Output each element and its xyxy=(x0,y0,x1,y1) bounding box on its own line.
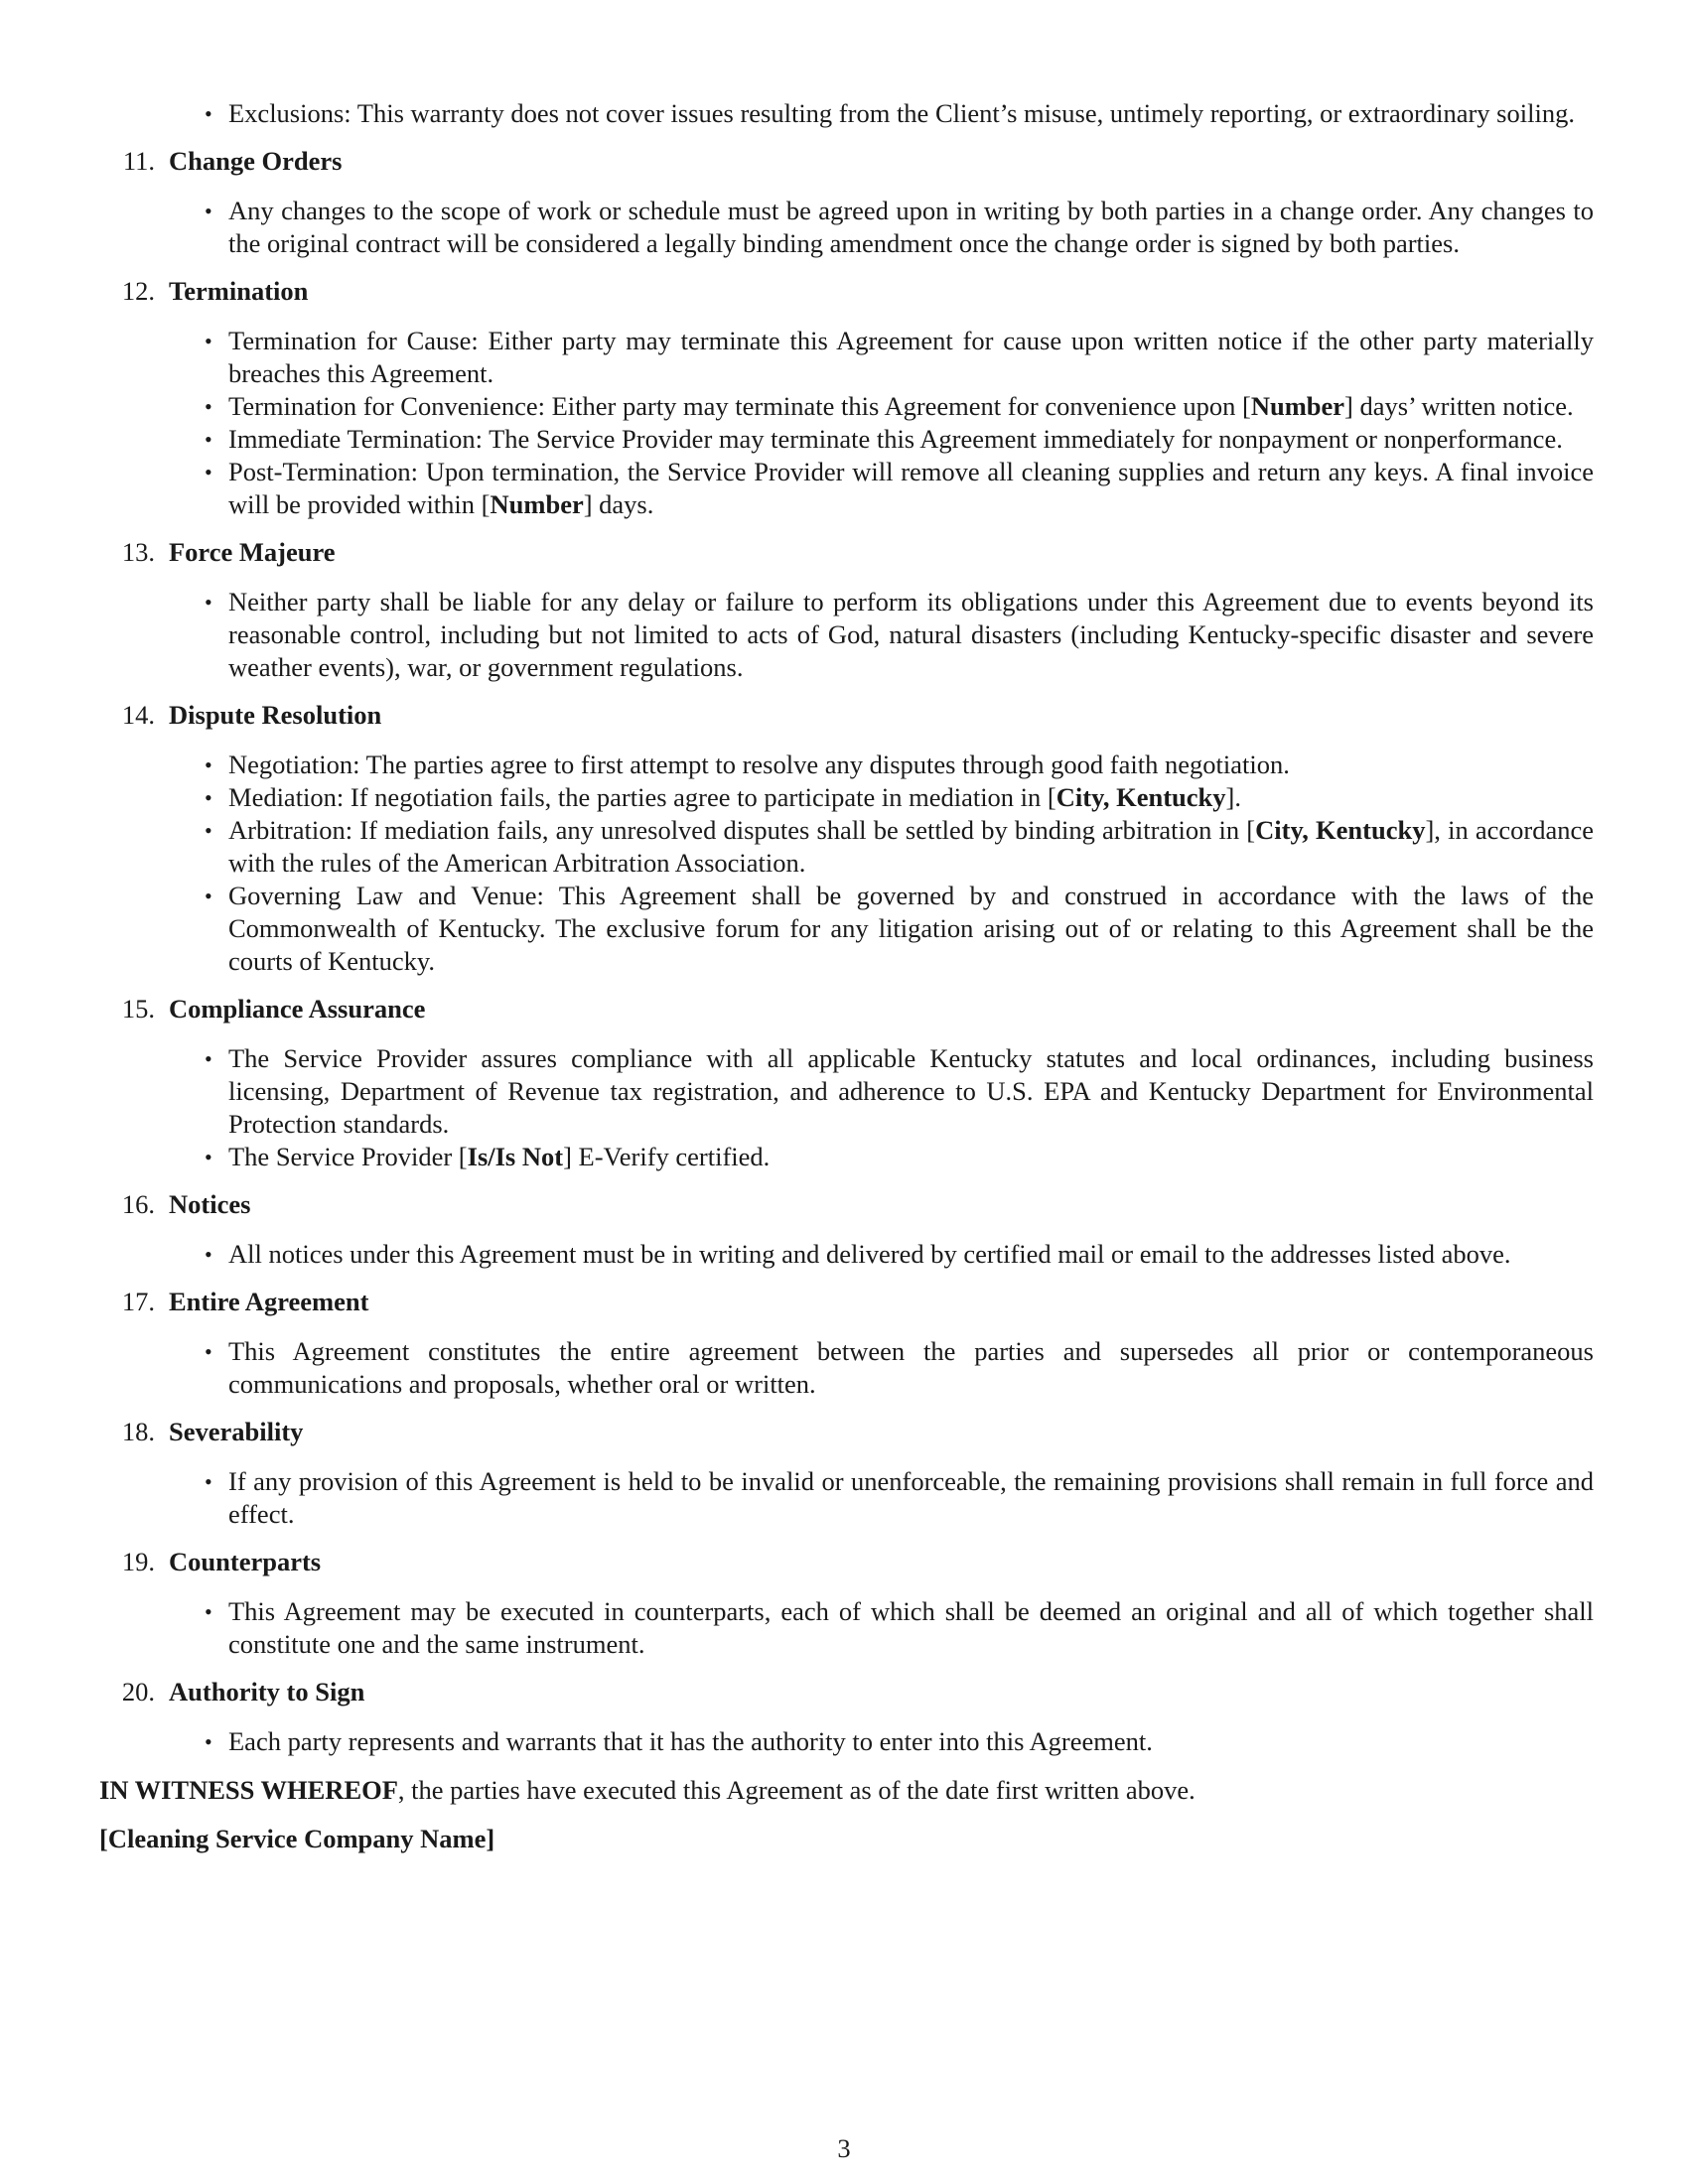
bullet-text: This Agreement may be executed in counterparts, each of which shall be deemed an original and all of which together shall constitute one and the same instrument. xyxy=(228,1596,1594,1659)
witness-text: , the parties have executed this Agreement as of the date first written above. xyxy=(397,1775,1196,1805)
section-title: Authority to Sign xyxy=(169,1677,365,1706)
bullet-placeholder: Number xyxy=(1250,391,1345,421)
bullet-item xyxy=(99,880,1594,978)
bullet-text: Termination for Convenience: Either party may terminate this Agreement for convenience upon [ xyxy=(228,391,1251,421)
section-number: 11. xyxy=(122,146,155,176)
bullet-item xyxy=(99,1141,1594,1173)
bullet-item xyxy=(99,814,1594,880)
section-title: Counterparts xyxy=(169,1547,322,1576)
bullet-text: Post-Termination: Upon termination, the Service Provider will remove all cleaning supplies and return any keys. A final invoice will be provided within [ xyxy=(228,457,1594,519)
section-heading xyxy=(99,275,1594,308)
section-heading xyxy=(99,699,1594,732)
bullet-item xyxy=(99,456,1594,521)
bullet-text: This Agreement constitutes the entire agreement between the parties and supersedes all prior or contemporaneous communications and proposals, whether oral or written. xyxy=(228,1336,1594,1399)
page-number: 3 xyxy=(837,2133,851,2163)
bullet-item xyxy=(99,97,1594,130)
bullet-item xyxy=(99,195,1594,260)
section-bullet-list xyxy=(99,325,1594,521)
bullet-text-tail: ], in accordance with the rules of the American Arbitration Association. xyxy=(228,815,1594,878)
bullet-item xyxy=(99,781,1594,814)
section-heading xyxy=(99,1676,1594,1708)
section-list xyxy=(99,145,1594,1758)
witness-clause xyxy=(99,1774,1594,1807)
section-number: 12. xyxy=(121,276,155,306)
section xyxy=(99,993,1594,1173)
bullet-text: Exclusions: This warranty does not cover issues resulting from the Client’s misuse, untimely reporting, or extraordinary soiling. xyxy=(228,98,1575,128)
section xyxy=(99,699,1594,978)
bullet-item xyxy=(99,1335,1594,1401)
bullet-text: The Service Provider assures compliance with all applicable Kentucky statutes and local ordinances, including business licensing, Department of Revenue tax registration, and adherence to U.S. EPA and Kentucky Department for Environmental Protection standards. xyxy=(228,1043,1594,1139)
section-bullet-list xyxy=(99,1335,1594,1401)
bullet-item xyxy=(99,390,1594,423)
section-bullet-list xyxy=(99,1465,1594,1531)
section-heading xyxy=(99,536,1594,569)
section-heading xyxy=(99,1286,1594,1318)
section-title: Notices xyxy=(169,1189,251,1219)
bullet-text-tail: ] E-Verify certified. xyxy=(563,1142,771,1171)
bullet-text: Immediate Termination: The Service Provider may terminate this Agreement immediately for nonpayment or nonperformance. xyxy=(228,424,1563,454)
section-number: 19. xyxy=(121,1547,155,1576)
document-body xyxy=(99,97,1594,1855)
section-bullet-list xyxy=(99,195,1594,260)
section-number: 18. xyxy=(121,1417,155,1446)
bullet-item xyxy=(99,325,1594,390)
section xyxy=(99,1676,1594,1758)
section-title: Change Orders xyxy=(169,146,343,176)
bullet-placeholder: Number xyxy=(490,489,584,519)
section-number: 14. xyxy=(121,700,155,730)
section xyxy=(99,1286,1594,1401)
section-bullet-list xyxy=(99,586,1594,684)
section xyxy=(99,275,1594,521)
section-number: 20. xyxy=(121,1677,155,1706)
bullet-item xyxy=(99,423,1594,456)
section-heading xyxy=(99,1546,1594,1578)
bullet-text: Arbitration: If mediation fails, any unresolved disputes shall be settled by binding arbitration in [ xyxy=(228,815,1256,845)
continued-bullet-list xyxy=(99,97,1594,130)
bullet-text-tail: ] days. xyxy=(583,489,654,519)
bullet-text: Each party represents and warrants that it has the authority to enter into this Agreement. xyxy=(228,1726,1153,1756)
section-heading xyxy=(99,993,1594,1025)
section-heading xyxy=(99,1416,1594,1448)
bullet-text: The Service Provider [ xyxy=(228,1142,468,1171)
section-title: Termination xyxy=(169,276,309,306)
company-name-placeholder: [Cleaning Service Company Name] xyxy=(99,1824,495,1853)
bullet-item xyxy=(99,1595,1594,1661)
bullet-placeholder: City, Kentucky xyxy=(1255,815,1426,845)
bullet-item xyxy=(99,749,1594,781)
section-bullet-list xyxy=(99,749,1594,978)
bullet-text: If any provision of this Agreement is held to be invalid or unenforceable, the remaining provisions shall remain in full force and effect. xyxy=(228,1466,1594,1529)
bullet-text: Termination for Cause: Either party may terminate this Agreement for cause upon written notice if the other party materially breaches this Agreement. xyxy=(228,326,1594,388)
section-title: Dispute Resolution xyxy=(169,700,382,730)
bullet-item xyxy=(99,1725,1594,1758)
section-number: 13. xyxy=(121,537,155,567)
section-number: 15. xyxy=(121,994,155,1024)
bullet-text: Governing Law and Venue: This Agreement shall be governed by and construed in accordance with the laws of the Commonwealth of Kentucky. The exclusive forum for any litigation arising out of or relating to this Agreement shall be the courts of Kentucky. xyxy=(228,881,1594,976)
section-bullet-list xyxy=(99,1725,1594,1758)
section xyxy=(99,1188,1594,1271)
section-bullet-list xyxy=(99,1238,1594,1271)
bullet-text-tail: ] days’ written notice. xyxy=(1344,391,1574,421)
bullet-text-tail: ]. xyxy=(1225,782,1241,812)
bullet-item xyxy=(99,1042,1594,1141)
bullet-item xyxy=(99,586,1594,684)
section-title: Compliance Assurance xyxy=(169,994,426,1024)
section xyxy=(99,536,1594,684)
bullet-text: Negotiation: The parties agree to first attempt to resolve any disputes through good faith negotiation. xyxy=(228,750,1290,779)
bullet-text: Mediation: If negotiation fails, the parties agree to participate in mediation in [ xyxy=(228,782,1056,812)
section xyxy=(99,1416,1594,1531)
bullet-placeholder: City, Kentucky xyxy=(1055,782,1226,812)
section-title: Entire Agreement xyxy=(169,1287,369,1316)
section-bullet-list xyxy=(99,1595,1594,1661)
bullet-text: All notices under this Agreement must be in writing and delivered by certified mail or email to the addresses listed above. xyxy=(228,1239,1511,1269)
witness-heading: IN WITNESS WHEREOF xyxy=(99,1775,398,1805)
bullet-text: Neither party shall be liable for any delay or failure to perform its obligations under this Agreement due to events beyond its reasonable control, including but not limited to acts of God, natural disasters (including Kentucky-specific disaster and severe weather events), war, or government regulations. xyxy=(228,587,1594,682)
section-number: 17. xyxy=(121,1287,155,1316)
bullet-item xyxy=(99,1238,1594,1271)
section-title: Force Majeure xyxy=(169,537,336,567)
section-number: 16. xyxy=(121,1189,155,1219)
bullet-placeholder: Is/Is Not xyxy=(467,1142,564,1171)
section-bullet-list xyxy=(99,1042,1594,1173)
section-heading xyxy=(99,1188,1594,1221)
bullet-item xyxy=(99,1465,1594,1531)
bullet-text: Any changes to the scope of work or schedule must be agreed upon in writing by both parties in a change order. Any changes to the original contract will be considered a legally binding amendment once the change order is signed by both parties. xyxy=(228,196,1594,258)
section xyxy=(99,145,1594,260)
section xyxy=(99,1546,1594,1661)
section-heading xyxy=(99,145,1594,178)
section-title: Severability xyxy=(169,1417,304,1446)
